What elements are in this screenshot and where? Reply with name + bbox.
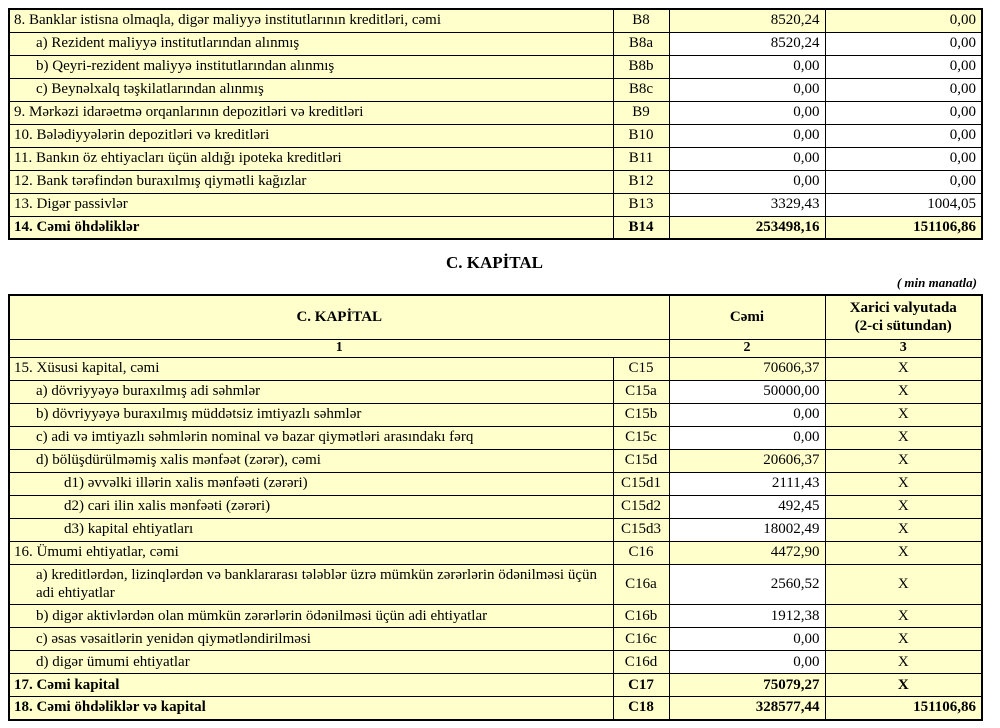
row-fx-cell: X [825, 628, 982, 651]
row-label-cell: 14. Cəmi öhdəliklər [9, 216, 613, 239]
row-total-cell: 75079,27 [669, 674, 825, 697]
row-label-cell: b) Qeyri-rezident maliyyə institutlarından alınmış [9, 55, 613, 78]
row-code-cell: B14 [613, 216, 669, 239]
section-title-kapital: C. KAPİTAL [446, 253, 543, 272]
row-label-cell: 9. Mərkəzi idarəetmə orqanlarının depozitləri və kreditləri [9, 101, 613, 124]
row-code-cell: C16a [613, 564, 669, 605]
row-fx-cell: 1004,05 [825, 193, 982, 216]
table-row [9, 697, 982, 720]
row-label-cell: 17. Cəmi kapital [9, 674, 613, 697]
row-fx-cell: X [825, 403, 982, 426]
row-total-cell: 8520,24 [669, 32, 825, 55]
row-fx-cell: 0,00 [825, 9, 982, 32]
row-code-cell: C16d [613, 651, 669, 674]
table-row [9, 124, 982, 147]
row-total-cell: 0,00 [669, 147, 825, 170]
row-label-cell: d) bölüşdürülməmiş xalis mənfəət (zərər), cəmi [9, 449, 613, 472]
capital-table [8, 294, 983, 721]
table-row [9, 216, 982, 239]
row-code-cell: C16 [613, 541, 669, 564]
column-numbers-row [9, 339, 982, 357]
row-total-cell: 50000,00 [669, 380, 825, 403]
row-code-cell: C15d [613, 449, 669, 472]
table-row [9, 605, 982, 628]
row-fx-cell: 151106,86 [825, 697, 982, 720]
table-row [9, 449, 982, 472]
row-fx-cell: X [825, 674, 982, 697]
row-code-cell: B8b [613, 55, 669, 78]
row-code-cell: C15a [613, 380, 669, 403]
capital-header-row [9, 295, 982, 339]
row-total-cell: 1912,38 [669, 605, 825, 628]
table-row [9, 380, 982, 403]
header-fx-line2: (2-ci sütundan) [854, 318, 952, 335]
row-fx-cell: 0,00 [825, 78, 982, 101]
row-label-cell: b) digər aktivlərdən olan mümkün zərərlərin ödənilməsi üçün adi ehtiyatlar [9, 605, 613, 628]
header-name-cell: C. KAPİTAL [9, 295, 669, 339]
table-row [9, 426, 982, 449]
row-code-cell: B10 [613, 124, 669, 147]
row-fx-cell: X [825, 426, 982, 449]
row-code-cell: C18 [613, 697, 669, 720]
row-fx-cell: X [825, 541, 982, 564]
table-row [9, 651, 982, 674]
colnum-2: 2 [669, 339, 825, 357]
table-row [9, 55, 982, 78]
table-row [9, 78, 982, 101]
row-total-cell: 20606,37 [669, 449, 825, 472]
row-code-cell: B11 [613, 147, 669, 170]
row-code-cell: C15c [613, 426, 669, 449]
row-total-cell: 3329,43 [669, 193, 825, 216]
colnum-1: 1 [9, 339, 669, 357]
row-total-cell: 0,00 [669, 426, 825, 449]
table-row [9, 147, 982, 170]
row-label-cell: 11. Bankın öz ehtiyacları üçün aldığı ipoteka kreditləri [9, 147, 613, 170]
table-row [9, 32, 982, 55]
table-row [9, 518, 982, 541]
colnum-3: 3 [825, 339, 982, 357]
table-row [9, 495, 982, 518]
row-fx-cell: X [825, 472, 982, 495]
row-code-cell: B8 [613, 9, 669, 32]
row-total-cell: 2560,52 [669, 564, 825, 605]
row-total-cell: 8520,24 [669, 9, 825, 32]
row-code-cell: C15d2 [613, 495, 669, 518]
row-fx-cell: X [825, 357, 982, 380]
table-row [9, 541, 982, 564]
row-fx-cell: X [825, 449, 982, 472]
row-fx-cell: 151106,86 [825, 216, 982, 239]
row-label-cell: c) Beynəlxalq təşkilatlarından alınmış [9, 78, 613, 101]
row-fx-cell: 0,00 [825, 101, 982, 124]
row-label-cell: 10. Bələdiyyələrin depozitləri və kreditləri [9, 124, 613, 147]
table-row [9, 564, 982, 605]
table-row [9, 674, 982, 697]
header-total-cell: Cəmi [669, 295, 825, 339]
row-code-cell: C16b [613, 605, 669, 628]
unit-note: ( min manatla) [896, 275, 977, 290]
row-code-cell: B8c [613, 78, 669, 101]
row-label-cell: a) kreditlərdən, lizinqlərdən və banklararası tələblər üzrə mümkün zərərlərin ödənilməsi üçün adi ehtiyatlar [9, 564, 613, 605]
row-label-cell: 18. Cəmi öhdəliklər və kapital [9, 697, 613, 720]
row-fx-cell: X [825, 518, 982, 541]
row-total-cell: 2111,43 [669, 472, 825, 495]
row-code-cell: B12 [613, 170, 669, 193]
row-code-cell: B8a [613, 32, 669, 55]
row-label-cell: b) dövriyyəyə buraxılmış müddətsiz imtiyazlı səhmlər [9, 403, 613, 426]
row-label-cell: d1) əvvəlki illərin xalis mənfəəti (zərəri) [9, 472, 613, 495]
row-total-cell: 70606,37 [669, 357, 825, 380]
row-fx-cell: 0,00 [825, 32, 982, 55]
row-fx-cell: 0,00 [825, 55, 982, 78]
row-code-cell: C15 [613, 357, 669, 380]
row-total-cell: 0,00 [669, 101, 825, 124]
row-label-cell: a) dövriyyəyə buraxılmış adi səhmlər [9, 380, 613, 403]
table-row [9, 101, 982, 124]
row-total-cell: 0,00 [669, 403, 825, 426]
row-label-cell: d3) kapital ehtiyatları [9, 518, 613, 541]
row-code-cell: B13 [613, 193, 669, 216]
row-code-cell: C17 [613, 674, 669, 697]
table-row [9, 170, 982, 193]
row-fx-cell: 0,00 [825, 124, 982, 147]
liabilities-table-body [9, 9, 982, 239]
row-code-cell: C15d1 [613, 472, 669, 495]
row-fx-cell: X [825, 605, 982, 628]
row-total-cell: 328577,44 [669, 697, 825, 720]
row-code-cell: C15b [613, 403, 669, 426]
row-code-cell: C16c [613, 628, 669, 651]
row-label-cell: a) Rezident maliyyə institutlarından alınmış [9, 32, 613, 55]
liabilities-table [8, 8, 983, 240]
row-total-cell: 18002,49 [669, 518, 825, 541]
row-total-cell: 0,00 [669, 55, 825, 78]
row-code-cell: C15d3 [613, 518, 669, 541]
header-fx-line1: Xarici valyutada [849, 299, 957, 316]
row-total-cell: 0,00 [669, 78, 825, 101]
capital-table-body [9, 357, 982, 720]
row-fx-cell: X [825, 564, 982, 605]
row-label-cell: 15. Xüsusi kapital, cəmi [9, 357, 613, 380]
row-label-cell: d2) cari ilin xalis mənfəəti (zərəri) [9, 495, 613, 518]
row-code-cell: B9 [613, 101, 669, 124]
table-row [9, 193, 982, 216]
row-total-cell: 0,00 [669, 170, 825, 193]
row-label-cell: c) əsas vəsaitlərin yenidən qiymətləndirilməsi [9, 628, 613, 651]
row-total-cell: 253498,16 [669, 216, 825, 239]
row-label-cell: 13. Digər passivlər [9, 193, 613, 216]
row-total-cell: 0,00 [669, 124, 825, 147]
row-fx-cell: X [825, 651, 982, 674]
row-label-cell: 8. Banklar istisna olmaqla, digər maliyyə institutlarının kreditləri, cəmi [9, 9, 613, 32]
row-total-cell: 0,00 [669, 651, 825, 674]
row-fx-cell: 0,00 [825, 147, 982, 170]
row-label-cell: 16. Ümumi ehtiyatlar, cəmi [9, 541, 613, 564]
row-label-cell: d) digər ümumi ehtiyatlar [9, 651, 613, 674]
row-total-cell: 4472,90 [669, 541, 825, 564]
table-row [9, 9, 982, 32]
table-row [9, 472, 982, 495]
row-fx-cell: X [825, 495, 982, 518]
table-row [9, 357, 982, 380]
row-total-cell: 492,45 [669, 495, 825, 518]
header-fx-cell [825, 295, 982, 339]
row-fx-cell: X [825, 380, 982, 403]
row-total-cell: 0,00 [669, 628, 825, 651]
row-label-cell: 12. Bank tərəfindən buraxılmış qiymətli kağızlar [9, 170, 613, 193]
table-row [9, 403, 982, 426]
table-row [9, 628, 982, 651]
row-fx-cell: 0,00 [825, 170, 982, 193]
row-label-cell: c) adi və imtiyazlı səhmlərin nominal və bazar qiymətləri arasındakı fərq [9, 426, 613, 449]
